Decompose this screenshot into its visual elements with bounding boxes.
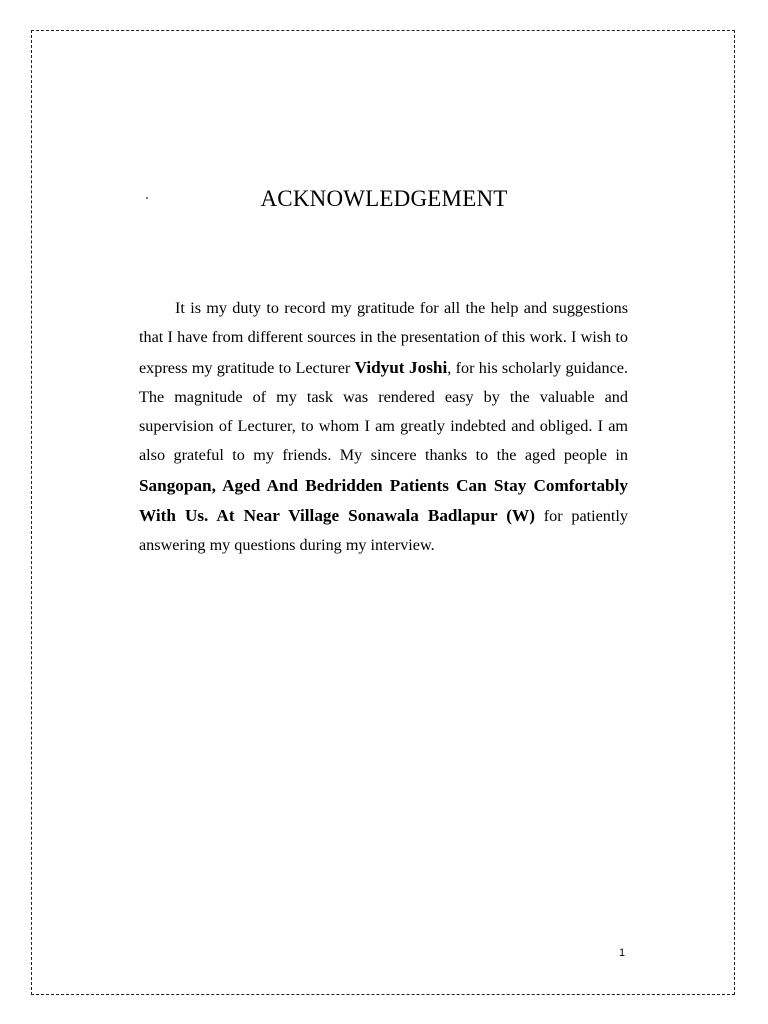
page-number: 1	[619, 947, 626, 959]
acknowledgement-paragraph	[139, 294, 628, 561]
place-name: Sangopan, Aged And Bedridden Patients Can Stay Comfortably With Us. At Near Village Sonawala Badlapur (W)	[139, 475, 628, 526]
page-title	[0, 186, 768, 212]
paragraph-text-1: It is my duty to record my gratitude for all the help and suggestions that I have from different sources in the presentation of this work. I wish to express my gratitude to Lecturer	[139, 299, 628, 377]
lecturer-name: Vidyut Joshi	[354, 357, 448, 377]
page-title-text: ACKNOWLEDGEMENT	[260, 186, 508, 211]
paragraph-text-2: , for his scholarly guidance. The magnitude of my task was rendered easy by the valuable and supervision of Lecturer, to whom I am greatly indebted and obliged. I am also grateful to my friends. My sincere thanks to the aged people in	[139, 358, 629, 465]
paragraph-text-3: for patiently answering my questions during my interview.	[139, 507, 628, 555]
